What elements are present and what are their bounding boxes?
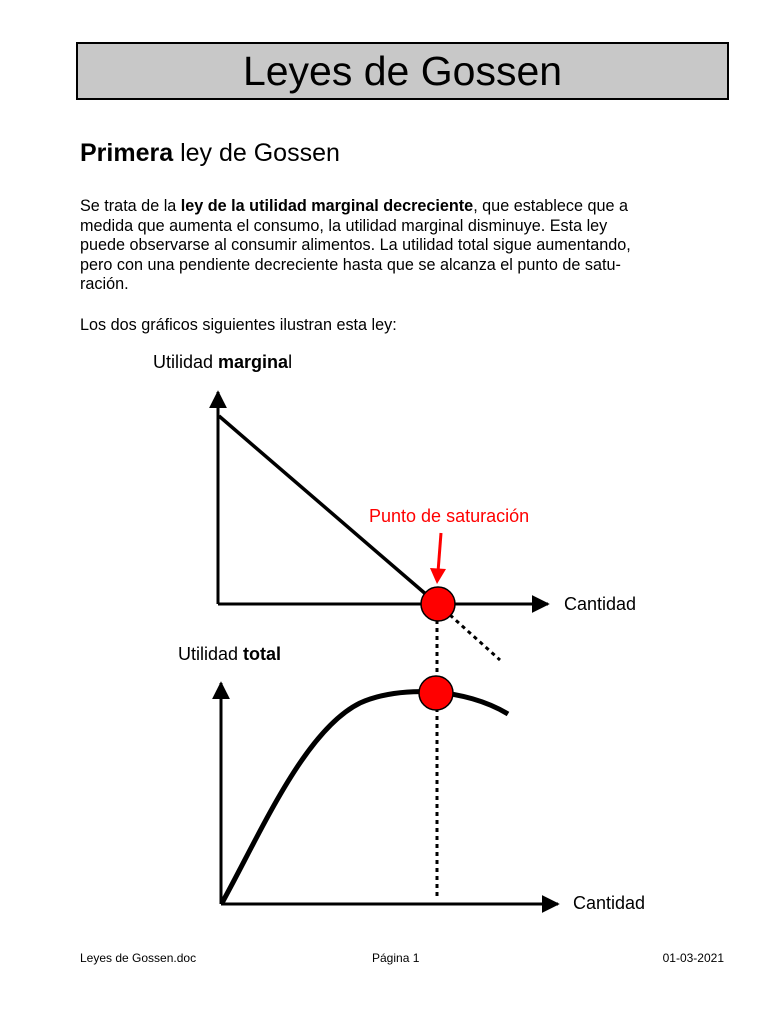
saturation-point-marginal (421, 587, 455, 621)
marginal-y-label-post: l (288, 352, 293, 372)
total-x-label: Cantidad (573, 893, 646, 913)
paragraph-line-3: puede observarse al consumir alimentos. La utilidad total sigue aumentando, (80, 236, 631, 255)
footer-right: 01-03-2021 (662, 951, 724, 965)
paragraph-line-5: ración. (80, 275, 129, 294)
total-utility-curve (222, 692, 508, 903)
footer-center: Página 1 (372, 951, 420, 965)
marginal-y-label-pre: Utilidad (153, 352, 219, 372)
saturation-annotation: Punto de saturación (369, 506, 530, 526)
paragraph-line-1-pre: Se trata de la (80, 197, 181, 215)
total-y-label-bold: total (243, 644, 282, 664)
heading-bold: Primera (80, 139, 174, 167)
marginal-x-label: Cantidad (564, 594, 637, 614)
paragraph-line-1-post: , que establece que a (473, 197, 628, 215)
footer-left: Leyes de Gossen.doc (80, 951, 197, 965)
page-title: Leyes de Gossen (242, 47, 563, 94)
total-y-label-pre: Utilidad (178, 644, 244, 664)
paragraph-line-2: medida que aumenta el consumo, la utilidad marginal disminuye. Esta ley (80, 216, 608, 235)
saturation-arrow (438, 533, 441, 572)
marginal-y-label (153, 352, 292, 373)
intro-text: Los dos gráficos siguientes ilustran esta ley: (80, 316, 397, 334)
heading-rest: ley de Gossen (173, 139, 340, 167)
saturation-arrow-head (430, 568, 446, 584)
paragraph-line-4: pero con una pendiente decreciente hasta que se alcanza el punto de satu- (80, 255, 621, 274)
total-y-label (178, 644, 281, 665)
paragraph-line-1-bold: ley de la utilidad marginal decreciente (180, 197, 474, 215)
marginal-negative-dotted (450, 615, 500, 660)
saturation-point-total (419, 676, 453, 710)
marginal-y-label-bold: margina (218, 352, 289, 372)
